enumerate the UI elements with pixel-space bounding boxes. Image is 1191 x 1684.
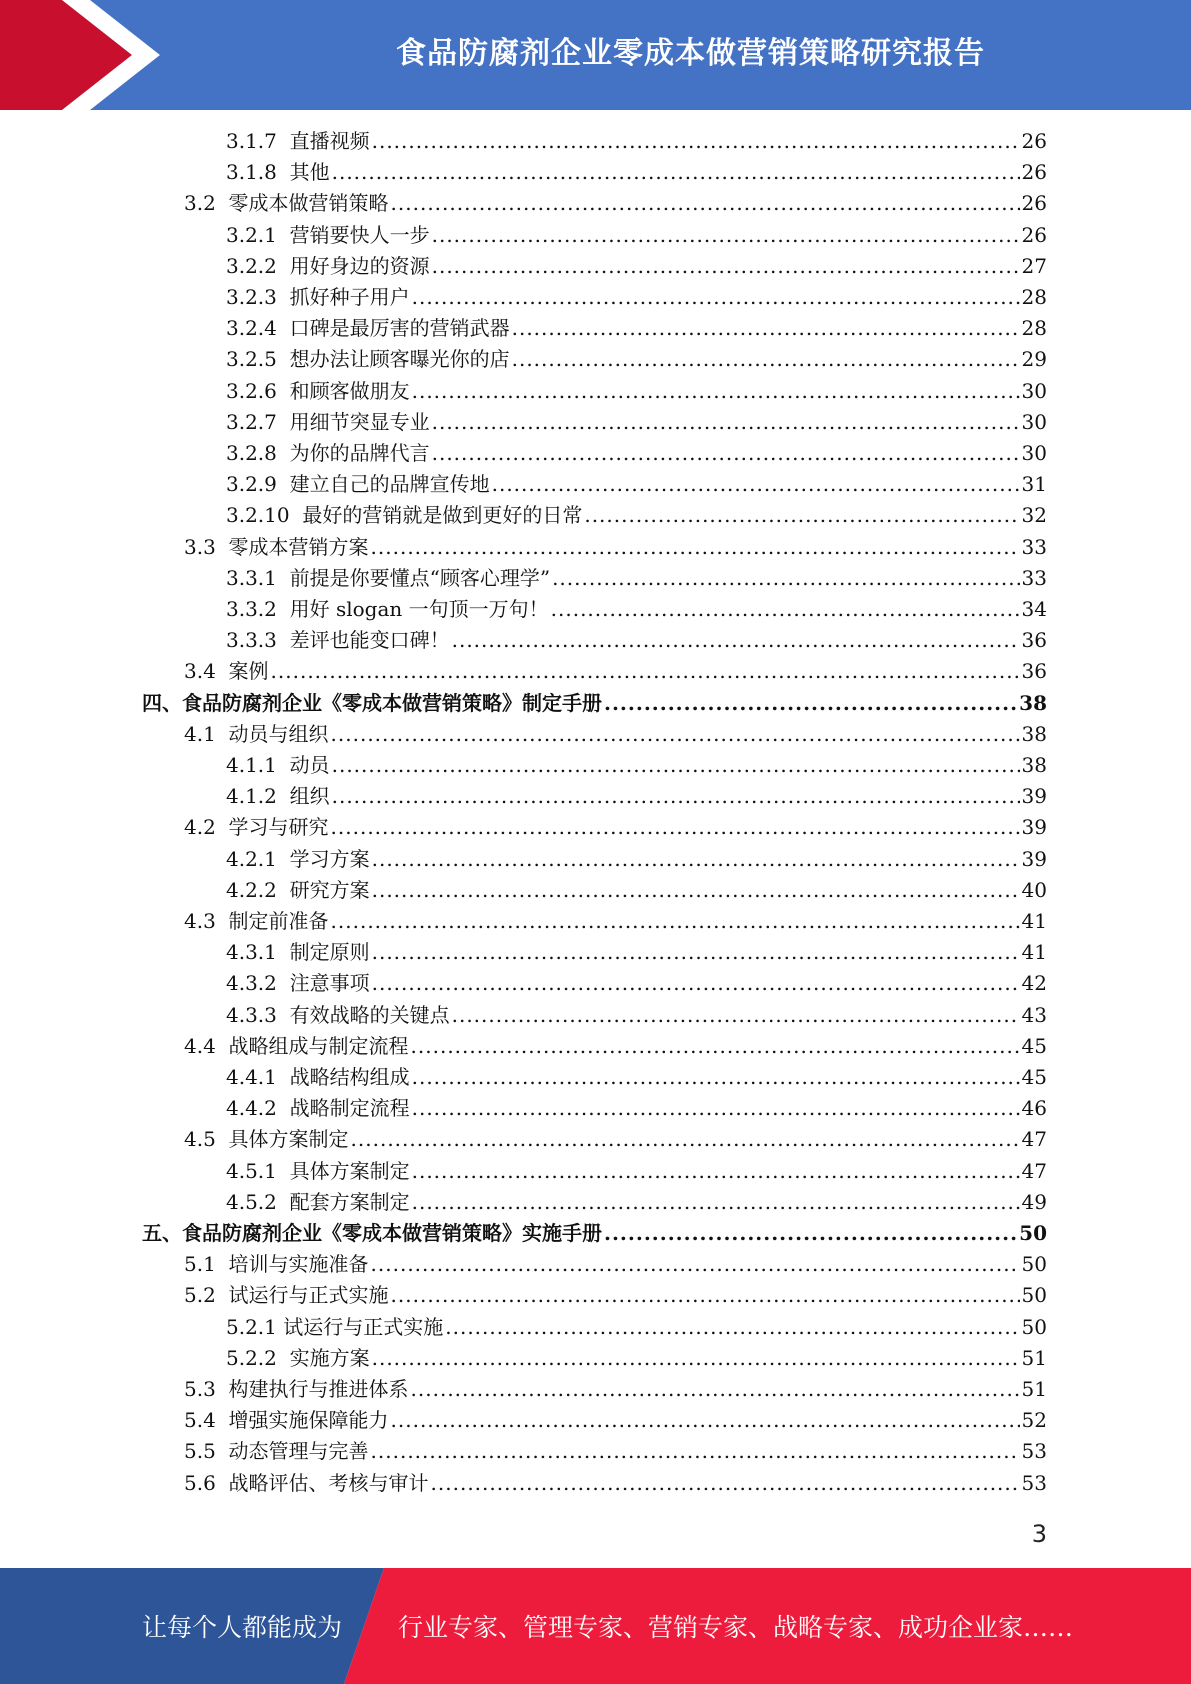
toc-entry[interactable] <box>184 656 1047 687</box>
toc-entry-page: 26 <box>1021 191 1047 216</box>
toc-dot-leader <box>432 407 1020 438</box>
toc-entry-title: 口碑是最厉害的营销武器 <box>289 316 510 341</box>
toc-entry-title: 动员与组织 <box>228 721 329 746</box>
toc-entry-title: 直播视频 <box>289 129 370 153</box>
toc-entry-number: 5.2.2 <box>226 1345 277 1370</box>
toc-entry[interactable] <box>142 1218 1047 1249</box>
toc-entry-page: 45 <box>1021 1033 1047 1058</box>
toc-entry-title: 想办法让顾客曝光你的店 <box>289 347 510 372</box>
toc-entry[interactable] <box>226 157 1047 188</box>
toc-entry-number: 3.1.7 <box>226 129 277 153</box>
toc-entry-title: 用好 slogan 一句顶一万句！ <box>289 597 549 621</box>
toc-entry-title: 组织 <box>289 784 330 809</box>
toc-entry-title: 战略制定流程 <box>289 1096 410 1121</box>
toc-entry-title: 增强实施保障能力 <box>228 1408 389 1433</box>
toc-entry[interactable] <box>226 126 1047 157</box>
toc-entry-number: 4.1.1 <box>226 753 277 777</box>
toc-entry-number: 4.2.1 <box>226 846 277 871</box>
toc-entry[interactable] <box>226 1156 1047 1187</box>
toc-entry-title: 试运行与正式实施 <box>283 1314 444 1339</box>
toc-entry-page: 26 <box>1021 222 1047 247</box>
toc-entry[interactable] <box>226 282 1047 313</box>
toc-entry-number: 4.3.1 <box>226 940 277 965</box>
toc-dot-leader <box>584 500 1019 531</box>
toc-entry-title: 抓好种子用户 <box>289 285 410 309</box>
toc-entry-page: 40 <box>1021 877 1047 902</box>
toc-entry[interactable] <box>226 875 1047 906</box>
toc-entry[interactable] <box>226 1187 1047 1218</box>
toc-entry-title: 学习方案 <box>289 846 370 871</box>
toc-entry-title: 和顾客做朋友 <box>289 378 410 403</box>
toc-dot-leader <box>332 157 1020 188</box>
toc-entry[interactable] <box>226 1000 1047 1031</box>
toc-entry-title: 用细节突显专业 <box>289 409 430 434</box>
toc-dot-leader <box>432 251 1020 282</box>
toc-entry-number: 4.1 <box>184 721 216 746</box>
toc-dot-leader <box>331 906 1020 937</box>
toc-entry-page: 30 <box>1021 441 1047 465</box>
toc-entry-number: 5.2 <box>184 1283 216 1308</box>
toc-entry[interactable] <box>184 1031 1047 1062</box>
toc-entry-number: 4.5.1 <box>226 1158 277 1183</box>
toc-entry-page: 38 <box>1019 690 1047 715</box>
toc-entry-page: 47 <box>1021 1127 1047 1152</box>
toc-entry[interactable] <box>226 313 1047 344</box>
toc-dot-leader <box>372 875 1020 906</box>
toc-entry[interactable] <box>184 1124 1047 1155</box>
toc-entry-page: 30 <box>1021 409 1047 434</box>
toc-entry-title: 最好的营销就是做到更好的日常 <box>302 503 583 528</box>
toc-entry-number: 4.5 <box>184 1127 216 1152</box>
toc-entry[interactable] <box>226 438 1047 469</box>
toc-dot-leader <box>604 688 1017 719</box>
toc-entry-number: 3.2.5 <box>226 347 277 372</box>
toc-entry[interactable] <box>226 220 1047 251</box>
toc-entry-title: 制定原则 <box>289 940 370 965</box>
toc-dot-leader <box>412 376 1020 407</box>
toc-dot-leader <box>391 1405 1020 1436</box>
toc-dot-leader <box>445 1312 1019 1343</box>
toc-entry-page: 39 <box>1021 815 1047 840</box>
toc-entry-page: 46 <box>1021 1096 1047 1121</box>
toc-entry-number: 5.1 <box>184 1252 216 1277</box>
toc-entry-number: 3.2.4 <box>226 316 277 341</box>
toc-entry-number: 3.2 <box>184 191 216 216</box>
toc-dot-leader <box>271 656 1020 687</box>
toc-entry[interactable] <box>226 1343 1047 1374</box>
toc-dot-leader <box>411 1374 1020 1405</box>
toc-entry-page: 26 <box>1021 129 1047 153</box>
toc-dot-leader <box>391 188 1020 219</box>
toc-entry-page: 39 <box>1021 846 1047 871</box>
toc-entry-page: 41 <box>1021 909 1047 933</box>
toc-dot-leader <box>391 1280 1020 1311</box>
toc-dot-leader <box>412 1093 1020 1124</box>
toc-entry-title: 构建执行与推进体系 <box>228 1377 409 1401</box>
toc-dot-leader <box>332 750 1020 781</box>
toc-entry-number: 3.2.1 <box>226 222 277 247</box>
toc-entry-page: 34 <box>1021 597 1047 621</box>
toc-entry-title: 食品防腐剂企业《零成本做营销策略》实施手册 <box>182 1221 602 1245</box>
toc-entry-number: 4.4 <box>184 1033 216 1058</box>
toc-entry[interactable] <box>226 750 1047 781</box>
toc-entry-number: 4.4.1 <box>226 1065 277 1089</box>
toc-dot-leader <box>331 719 1020 750</box>
toc-entry[interactable] <box>184 812 1047 843</box>
toc-entry[interactable] <box>184 188 1047 219</box>
toc-entry-page: 36 <box>1021 659 1047 684</box>
toc-entry[interactable] <box>184 532 1047 563</box>
toc-entry-title: 为你的品牌代言 <box>289 441 430 465</box>
toc-entry-page: 50 <box>1021 1252 1047 1277</box>
toc-entry-title: 战略组成与制定流程 <box>228 1033 409 1058</box>
toc-entry-title: 动员 <box>289 753 330 777</box>
toc-entry[interactable] <box>226 781 1047 812</box>
toc-dot-leader <box>412 1187 1020 1218</box>
toc-entry-number: 4.2 <box>184 815 216 840</box>
toc-dot-leader <box>432 220 1020 251</box>
toc-entry-title: 用好身边的资源 <box>289 253 430 278</box>
toc-entry-title: 有效战略的关键点 <box>289 1002 450 1027</box>
toc-entry-number: 3.2.3 <box>226 285 277 309</box>
toc-entry-title: 零成本做营销策略 <box>228 191 389 216</box>
toc-entry-title: 战略结构组成 <box>289 1065 410 1089</box>
toc-entry[interactable] <box>184 1436 1047 1467</box>
toc-dot-leader <box>331 812 1020 843</box>
toc-entry-page: 32 <box>1021 503 1047 528</box>
toc-entry-page: 42 <box>1021 971 1047 996</box>
toc-entry-page: 38 <box>1021 721 1047 746</box>
toc-entry[interactable] <box>184 1280 1047 1311</box>
toc-entry-page: 50 <box>1019 1221 1047 1245</box>
toc-entry-title: 建立自己的品牌宣传地 <box>289 472 490 497</box>
toc-entry-title: 试运行与正式实施 <box>228 1283 389 1308</box>
toc-entry-number: 3.3.2 <box>226 597 277 621</box>
toc-entry-number: 四、 <box>142 690 182 715</box>
toc-entry[interactable] <box>226 844 1047 875</box>
toc-dot-leader <box>552 563 1019 594</box>
toc-entry-page: 41 <box>1021 940 1047 965</box>
toc-entry-number: 4.4.2 <box>226 1096 277 1121</box>
toc-entry[interactable] <box>226 1062 1047 1093</box>
toc-dot-leader <box>372 844 1020 875</box>
toc-entry-number: 3.2.2 <box>226 253 277 278</box>
toc-entry-page: 51 <box>1021 1377 1047 1401</box>
toc-entry-title: 具体方案制定 <box>289 1158 410 1183</box>
toc-entry-number: 3.2.8 <box>226 441 277 465</box>
toc-entry[interactable] <box>226 376 1047 407</box>
toc-entry-page: 49 <box>1021 1189 1047 1214</box>
toc-entry-number: 3.4 <box>184 659 216 684</box>
page-footer <box>0 1568 1191 1684</box>
toc-entry-page: 28 <box>1021 285 1047 309</box>
toc-entry-number: 3.3.1 <box>226 565 277 590</box>
toc-entry-page: 52 <box>1021 1408 1047 1433</box>
toc-entry-number: 3.3 <box>184 534 216 559</box>
toc-entry-page: 50 <box>1021 1283 1047 1308</box>
page-number: 3 <box>1031 1520 1047 1548</box>
toc-entry[interactable] <box>184 906 1047 937</box>
toc-entry-page: 45 <box>1021 1065 1047 1089</box>
toc-dot-leader <box>332 781 1020 812</box>
toc-dot-leader <box>492 469 1020 500</box>
toc-entry-page: 33 <box>1021 534 1047 559</box>
toc-entry[interactable] <box>226 344 1047 375</box>
toc-entry[interactable] <box>184 1374 1047 1405</box>
toc-entry[interactable] <box>184 1468 1047 1499</box>
toc-entry-number: 4.2.2 <box>226 877 277 902</box>
toc-entry[interactable] <box>226 407 1047 438</box>
toc-entry-title: 食品防腐剂企业《零成本做营销策略》制定手册 <box>182 690 602 715</box>
toc-entry-title: 学习与研究 <box>228 815 329 840</box>
toc-dot-leader <box>604 1218 1017 1249</box>
toc-entry-page: 28 <box>1021 316 1047 341</box>
toc-entry-number: 5.3 <box>184 1377 216 1401</box>
toc-entry[interactable] <box>226 937 1047 968</box>
toc-entry-page: 31 <box>1021 472 1047 497</box>
toc-dot-leader <box>412 1156 1020 1187</box>
toc-entry-page: 27 <box>1021 253 1047 278</box>
toc-entry-title: 动态管理与完善 <box>228 1439 369 1464</box>
toc-entry[interactable] <box>226 469 1047 500</box>
toc-entry-title: 零成本营销方案 <box>228 534 369 559</box>
toc-entry-number: 5.6 <box>184 1470 216 1495</box>
toc-entry[interactable] <box>184 1405 1047 1436</box>
toc-dot-leader <box>452 625 1020 656</box>
toc-entry-number: 3.1.8 <box>226 160 277 185</box>
report-title: 食品防腐剂企业零成本做营销策略研究报告 <box>396 36 985 71</box>
toc-entry-number: 5.5 <box>184 1439 216 1464</box>
toc-entry-number: 4.3.2 <box>226 971 277 996</box>
toc-dot-leader <box>431 1468 1020 1499</box>
toc-entry-page: 51 <box>1021 1345 1047 1370</box>
toc-entry-page: 36 <box>1021 628 1047 653</box>
toc-entry-number: 五、 <box>142 1221 182 1245</box>
footer-slogan-right: 行业专家、管理专家、营销专家、战略专家、成功企业家…… <box>398 1613 1074 1642</box>
toc-entry-number: 3.3.3 <box>226 628 277 653</box>
toc-entry-title: 案例 <box>228 659 269 684</box>
toc-dot-leader <box>372 968 1020 999</box>
toc-entry-title: 前提是你要懂点“顾客心理学” <box>289 565 551 590</box>
footer-slogan-left: 让每个人都能成为 <box>142 1613 343 1642</box>
toc-entry-page: 43 <box>1021 1002 1047 1027</box>
toc-entry[interactable] <box>226 563 1047 594</box>
toc-entry[interactable] <box>226 251 1047 282</box>
toc-entry-title: 研究方案 <box>289 877 370 902</box>
toc-entry[interactable] <box>226 1093 1047 1124</box>
toc-entry-title: 营销要快人一步 <box>289 222 430 247</box>
toc-dot-leader <box>512 313 1020 344</box>
toc-entry-number: 3.2.10 <box>226 503 290 528</box>
toc-entry[interactable] <box>142 688 1047 719</box>
toc-entry-number: 3.2.6 <box>226 378 277 403</box>
toc-entry-title: 其他 <box>289 160 330 185</box>
toc-entry-number: 5.2.1 <box>226 1314 277 1339</box>
toc-dot-leader <box>351 1124 1020 1155</box>
toc-entry-number: 3.2.7 <box>226 409 277 434</box>
toc-entry-page: 29 <box>1021 347 1047 372</box>
toc-entry-page: 26 <box>1021 160 1047 185</box>
toc-entry[interactable] <box>226 625 1047 656</box>
toc-entry[interactable] <box>226 968 1047 999</box>
toc-dot-leader <box>412 1062 1020 1093</box>
toc-dot-leader <box>412 282 1020 313</box>
toc-entry-title: 培训与实施准备 <box>228 1252 369 1277</box>
toc-dot-leader <box>371 1249 1020 1280</box>
toc-entry-page: 33 <box>1021 565 1047 590</box>
toc-entry[interactable] <box>226 1312 1047 1343</box>
toc-entry[interactable] <box>226 500 1047 531</box>
toc-dot-leader <box>411 1031 1020 1062</box>
toc-entry-number: 5.4 <box>184 1408 216 1433</box>
toc-dot-leader <box>372 126 1020 157</box>
toc-entry-title: 差评也能变口碑！ <box>289 628 450 653</box>
toc-dot-leader <box>371 532 1020 563</box>
toc-entry-title: 具体方案制定 <box>228 1127 349 1152</box>
toc-dot-leader <box>452 1000 1020 1031</box>
toc-entry-title: 注意事项 <box>289 971 370 996</box>
toc-dot-leader <box>551 594 1020 625</box>
toc-entry-number: 4.3 <box>184 909 216 933</box>
toc-entry[interactable] <box>226 594 1047 625</box>
toc-entry-number: 4.1.2 <box>226 784 277 809</box>
toc-entry-page: 39 <box>1021 784 1047 809</box>
toc-entry-title: 战略评估、考核与审计 <box>228 1470 429 1495</box>
toc-entry-page: 53 <box>1021 1439 1047 1464</box>
toc-entry-page: 38 <box>1021 753 1047 777</box>
toc-dot-leader <box>372 1343 1020 1374</box>
toc-entry[interactable] <box>184 719 1047 750</box>
toc-entry-page: 47 <box>1021 1158 1047 1183</box>
toc-dot-leader <box>371 1436 1020 1467</box>
page-header <box>0 0 1191 110</box>
toc-entry-page: 30 <box>1021 378 1047 403</box>
toc-entry-page: 53 <box>1021 1470 1047 1495</box>
toc-entry-number: 4.3.3 <box>226 1002 277 1027</box>
toc-dot-leader <box>512 344 1020 375</box>
toc-entry-title: 制定前准备 <box>228 909 329 933</box>
toc-entry-number: 3.2.9 <box>226 472 277 497</box>
toc-entry[interactable] <box>184 1249 1047 1280</box>
toc-entry-page: 50 <box>1021 1314 1047 1339</box>
toc-dot-leader <box>372 937 1020 968</box>
toc-entry-number: 4.5.2 <box>226 1189 277 1214</box>
toc-entry-title: 实施方案 <box>289 1345 370 1370</box>
toc-dot-leader <box>432 438 1020 469</box>
toc-entry-title: 配套方案制定 <box>289 1189 410 1214</box>
